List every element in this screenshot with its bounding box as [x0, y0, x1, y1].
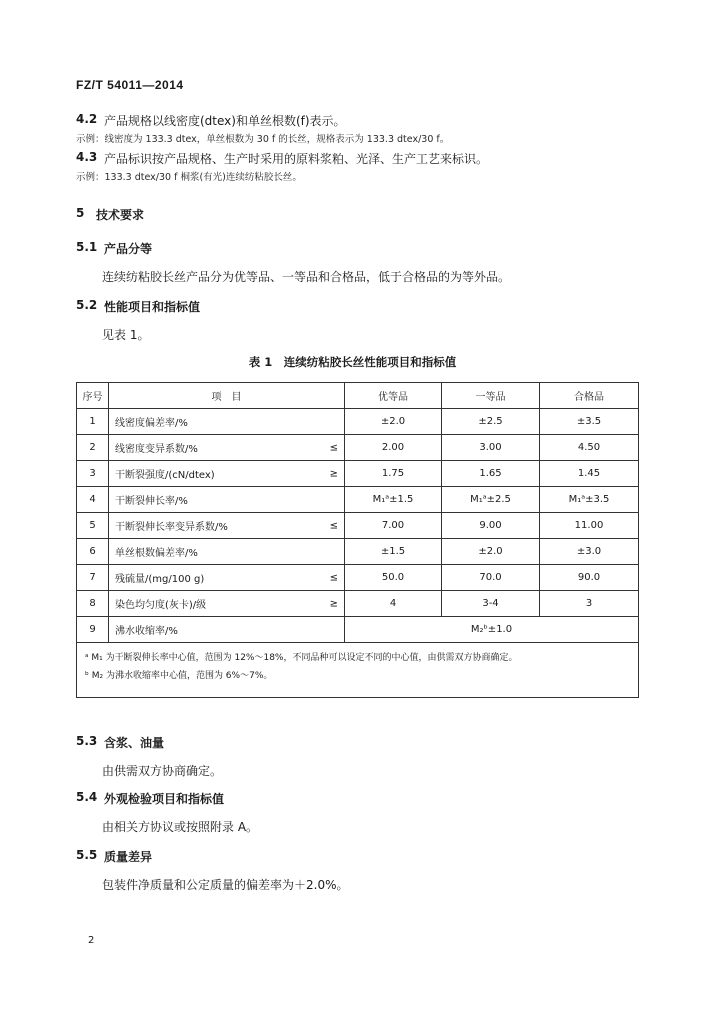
- row-value-qualified: 90.0: [540, 565, 639, 591]
- table-1-caption: 表 1 连续纺粘胶长丝性能项目和指标值: [248, 355, 457, 369]
- clause-5-3-number: 5.3: [76, 734, 98, 748]
- clause-4-2-text: 产品规格以线密度(dtex)和单丝根数(f)表示。: [104, 114, 346, 128]
- clause-5-4-title: 外观检验项目和指标值: [104, 792, 225, 806]
- clause-5-3-title: 含浆、油量: [104, 736, 165, 750]
- row-value-qualified: 11.00: [540, 513, 639, 539]
- header-grade-qualified: 合格品: [540, 383, 639, 409]
- clause-5-5-text: 包装件净质量和公定质量的偏差率为＋2.0%。: [102, 878, 349, 892]
- row-value-qualified: 1.45: [540, 461, 639, 487]
- standard-code: FZ/T 54011—2014: [76, 78, 184, 92]
- row-value-first: M₁ᵃ±2.5: [442, 487, 540, 513]
- header-grade-first: 一等品: [442, 383, 540, 409]
- row-value-first: 3.00: [442, 435, 540, 461]
- row-item: [109, 513, 345, 539]
- row-item: [109, 409, 345, 435]
- row-value-premium: ±1.5: [345, 539, 442, 565]
- table-notes: [77, 643, 639, 698]
- row-seq: 7: [77, 565, 109, 591]
- row-item-label: 沸水收缩率/%: [115, 626, 178, 637]
- table-row: [77, 435, 639, 461]
- table-row: [77, 617, 639, 643]
- row-seq: 3: [77, 461, 109, 487]
- clause-5-1-title: 产品分等: [104, 242, 153, 256]
- row-operator: ≤: [329, 520, 338, 531]
- clause-4-2-number: 4.2: [76, 112, 98, 126]
- table-row: [77, 539, 639, 565]
- row-seq: 6: [77, 539, 109, 565]
- row-value-qualified: ±3.5: [540, 409, 639, 435]
- row-value-premium: M₁ᵃ±1.5: [345, 487, 442, 513]
- table-row: [77, 565, 639, 591]
- row-value-qualified: M₁ᵃ±3.5: [540, 487, 639, 513]
- row-seq: 5: [77, 513, 109, 539]
- row-seq: 8: [77, 591, 109, 617]
- section-5-title: 技术要求: [96, 208, 145, 222]
- table-row: [77, 591, 639, 617]
- row-operator: ≥: [329, 598, 338, 609]
- header-item: 项 目: [109, 383, 345, 409]
- row-value-qualified: ±3.0: [540, 539, 639, 565]
- row-item-label: 染色均匀度(灰卡)/级: [115, 600, 207, 611]
- table-1: [76, 382, 639, 698]
- row-value-first: 1.65: [442, 461, 540, 487]
- clause-4-3-example: 示例：133.3 dtex/30 f 桐浆(有光)连续纺粘胶长丝。: [76, 172, 302, 183]
- page-number: 2: [88, 935, 95, 946]
- row-value-first: 3-4: [442, 591, 540, 617]
- section-5-number: 5: [76, 206, 85, 220]
- clause-4-3-text: 产品标识按产品规格、生产时采用的原料浆粕、光泽、生产工艺来标识。: [104, 152, 489, 166]
- row-value-premium: 1.75: [345, 461, 442, 487]
- row-seq: 4: [77, 487, 109, 513]
- row-value-qualified: 3: [540, 591, 639, 617]
- row-item: [109, 617, 345, 643]
- row-seq: 9: [77, 617, 109, 643]
- row-value-first: ±2.0: [442, 539, 540, 565]
- row-item-label: 线密度偏差率/%: [115, 418, 188, 429]
- clause-5-2-title: 性能项目和指标值: [104, 300, 201, 314]
- clause-5-5-number: 5.5: [76, 848, 98, 862]
- clause-5-3-text: 由供需双方协商确定。: [102, 764, 223, 778]
- row-value-premium: 7.00: [345, 513, 442, 539]
- row-seq: 1: [77, 409, 109, 435]
- row-item-label: 干断裂伸长率变异系数/%: [115, 522, 228, 533]
- table-note-b: ᵇ M₂ 为沸水收缩率中心值，范围为 6%～7%。: [85, 671, 273, 681]
- row-value-premium: 2.00: [345, 435, 442, 461]
- table-notes-row: [77, 643, 639, 698]
- clause-5-5-title: 质量差异: [104, 850, 153, 864]
- row-item-label: 干断裂强度/(cN/dtex): [115, 470, 215, 481]
- clause-4-2-example: 示例：线密度为 133.3 dtex，单丝根数为 30 f 的长丝，规格表示为 133.3 dtex/30 f。: [76, 134, 450, 145]
- table-row: [77, 461, 639, 487]
- row-item: [109, 565, 345, 591]
- table-row: [77, 513, 639, 539]
- row-item-label: 干断裂伸长率/%: [115, 496, 188, 507]
- row-value-merged: M₂ᵇ±1.0: [345, 617, 639, 643]
- table-row: [77, 487, 639, 513]
- row-item: [109, 461, 345, 487]
- row-item-label: 残硫量/(mg/100 g): [115, 574, 205, 585]
- clause-5-1-text: 连续纺粘胶长丝产品分为优等品、一等品和合格品，低于合格品的为等外品。: [102, 270, 511, 284]
- row-value-first: 70.0: [442, 565, 540, 591]
- row-item: [109, 591, 345, 617]
- clause-5-4-number: 5.4: [76, 790, 98, 804]
- row-value-premium: 50.0: [345, 565, 442, 591]
- clause-5-2-number: 5.2: [76, 298, 98, 312]
- row-value-qualified: 4.50: [540, 435, 639, 461]
- row-value-premium: 4: [345, 591, 442, 617]
- row-operator: ≤: [329, 442, 338, 453]
- row-value-premium: ±2.0: [345, 409, 442, 435]
- row-item: [109, 435, 345, 461]
- table-note-a: ᵃ M₁ 为干断裂伸长率中心值，范围为 12%～18%，不同品种可以设定不同的中心值，由供需双方协商确定。: [85, 653, 518, 663]
- table-header-row: [77, 383, 639, 409]
- clause-4-3-number: 4.3: [76, 150, 98, 164]
- row-value-first: 9.00: [442, 513, 540, 539]
- row-item: [109, 487, 345, 513]
- table-row: [77, 409, 639, 435]
- row-operator: ≥: [329, 468, 338, 479]
- row-item: [109, 539, 345, 565]
- row-item-label: 线密度变异系数/%: [115, 444, 198, 455]
- clause-5-1-number: 5.1: [76, 240, 98, 254]
- clause-5-4-text: 由相关方协议或按照附录 A。: [102, 820, 259, 834]
- clause-5-2-text: 见表 1。: [102, 328, 150, 342]
- header-seq: 序号: [77, 383, 109, 409]
- header-grade-premium: 优等品: [345, 383, 442, 409]
- row-seq: 2: [77, 435, 109, 461]
- row-operator: ≤: [329, 572, 338, 583]
- row-item-label: 单丝根数偏差率/%: [115, 548, 198, 559]
- row-value-first: ±2.5: [442, 409, 540, 435]
